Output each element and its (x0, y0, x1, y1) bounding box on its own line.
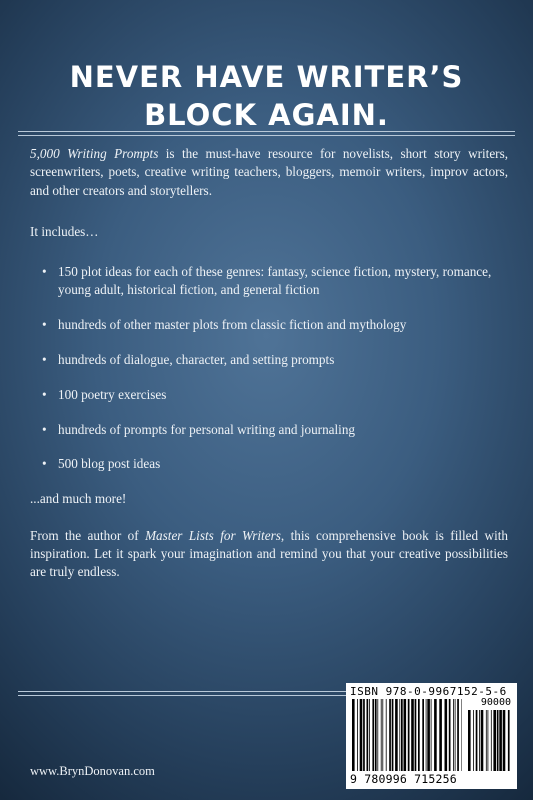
bullet-icon: • (42, 456, 47, 472)
list-item-text: 100 poetry exercises (58, 386, 167, 402)
isbn-label: ISBN 978-0-9967152-5-6 (350, 685, 507, 698)
top-divider-rule (18, 131, 515, 136)
isbn-barcode (346, 683, 517, 789)
intro-text: is the must-have resource for novelists, short story writers, screenwriters, poets, creative writing teachers, bloggers, memoir writers, improv actors, and other creators and storytellers. (30, 146, 508, 198)
includes-label: It includes… (30, 223, 99, 239)
list-item-text: hundreds of dialogue, character, and setting prompts (58, 352, 335, 368)
barcode-digits: 9 780996 715256 (350, 772, 457, 786)
bullet-icon: • (42, 421, 47, 437)
bullet-icon: • (42, 264, 47, 280)
barcode-bars-icon (352, 699, 462, 771)
intro-paragraph (30, 145, 508, 200)
closing-book-title: Master Lists for Writers (145, 527, 281, 543)
list-item (30, 351, 508, 369)
list-item-text: hundreds of prompts for personal writing and journaling (58, 421, 356, 437)
feature-list (30, 263, 508, 474)
list-item-text: 500 blog post ideas (58, 456, 161, 472)
list-item (30, 455, 508, 473)
closing-suffix: , this comprehensive book is filled with inspiration. Let it spark your imagination and remind you that your creative possibilities are truly endless. (30, 527, 508, 580)
list-item (30, 316, 508, 334)
headline-line-1: NEVER HAVE WRITER’S (69, 60, 464, 94)
closing-prefix: From the author of (30, 527, 146, 543)
blurb (30, 145, 508, 581)
list-item (30, 421, 508, 439)
price-code: 90000 (480, 697, 511, 708)
closing-paragraph (30, 527, 508, 582)
list-item (30, 263, 508, 300)
barcode-addon-bars-icon (468, 710, 512, 771)
intro-book-title: 5,000 Writing Prompts (30, 146, 159, 161)
list-item-text: 150 plot ideas for each of these genres: fantasy, science fiction, mystery, romance, young adult, historical fiction, and general fiction (58, 264, 492, 298)
and-more-text: ...and much more! (30, 491, 127, 507)
bullet-icon: • (42, 352, 47, 368)
headline (0, 58, 533, 134)
headline-line-2: BLOCK AGAIN. (144, 98, 389, 132)
list-item-text: hundreds of other master plots from classic fiction and mythology (58, 317, 407, 333)
bullet-icon: • (42, 386, 47, 402)
list-item (30, 386, 508, 404)
author-website: www.BrynDonovan.com (30, 764, 155, 778)
bullet-icon: • (42, 317, 47, 333)
